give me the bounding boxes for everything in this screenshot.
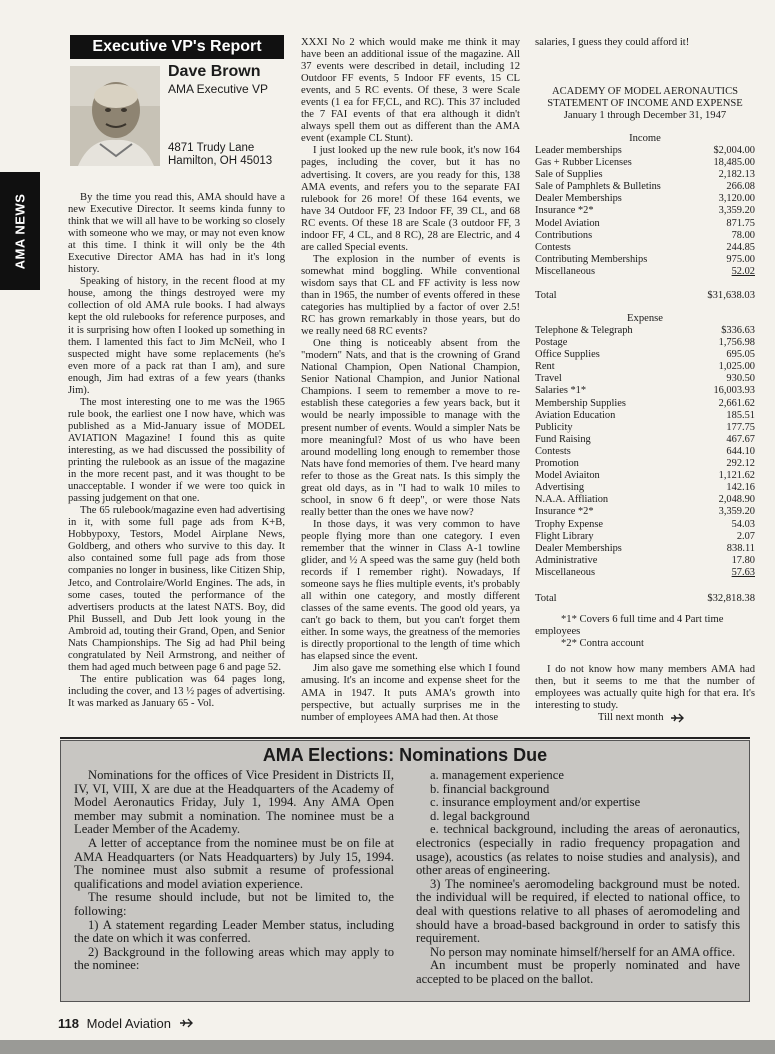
row-label: Model Aviaiton	[535, 470, 600, 482]
paragraph: Jim also gave me something else which I found amusing. It's an income and expense sheet for the AMA in 1947. It puts AMA's growth into perspective, but actually surprises me in the number of employees AMA had then. At those	[301, 663, 520, 723]
expense-row	[535, 349, 755, 361]
income-row	[535, 181, 755, 193]
row-value: 266.08	[726, 181, 755, 193]
row-value: 467.67	[726, 433, 755, 445]
income-row	[535, 242, 755, 254]
paragraph: Nominations for the offices of Vice President in Districts II, IV, VI, VIII, X are due at the Headquarters of the Academy of Model Aeronautics Friday, July 1, 1994. Any AMA Open member may submit a nomination. The nominee must be a Leader Member of the Academy.	[74, 768, 394, 837]
expense-row	[535, 531, 755, 543]
paragraph: Speaking of history, in the recent flood at my house, among the things destroyed were my collection of old AMA rule books. I had always kept the old rulebooks for reference purposes, and it is surprising how often I looked up something in them. I lamented this fact to Jim McNeil, who I suspected might have some replacements (he's even more of a pack rat than I am), and sure enough, Jim had extras of a few years (thanks Jim).	[68, 276, 285, 396]
address-line: 4871 Trudy Lane	[168, 142, 255, 154]
expense-row	[535, 458, 755, 470]
row-label: Rent	[535, 361, 555, 373]
row-label: Administrative	[535, 554, 598, 566]
paragraph: The most interesting one to me was the 1965 rule book, the earliest one I now have, which was published as a Mid-January issue of MODEL AVIATION Magazine! I found this as quite interesting, as we had discussed the possibility of printing the rulebook as an issue of the magazine in the more recent past, and it was thought to be unacceptable. I wonder if we were too quick in passing judgement on that one.	[68, 396, 285, 505]
row-value: 2,048.90	[718, 494, 755, 506]
list-item: d. legal background	[430, 808, 530, 823]
row-value: 185.51	[726, 409, 755, 421]
author-name: Dave Brown	[168, 63, 261, 80]
column-3-closing	[535, 664, 755, 712]
row-value: 871.75	[726, 217, 755, 229]
row-label: Advertising	[535, 482, 585, 494]
row-value: 177.75	[726, 421, 755, 433]
row-label: Publicity	[535, 421, 573, 433]
row-value: 78.00	[731, 229, 755, 241]
income-row	[535, 169, 755, 181]
income-row	[535, 157, 755, 169]
row-value: 2.07	[736, 530, 755, 542]
statement-org: ACADEMY OF MODEL AERONAUTICS	[551, 86, 739, 97]
row-label: Postage	[535, 337, 568, 349]
row-value: $2,004.00	[713, 145, 755, 156]
paragraph: 2) Background in the following areas which may apply to the nominee:	[74, 944, 394, 973]
row-value: 18,485.00	[713, 157, 755, 169]
statement-header	[535, 86, 755, 122]
expense-row	[535, 482, 755, 494]
income-row	[535, 230, 755, 242]
row-value: 17.80	[731, 554, 755, 566]
paragraph: The resume should include, but not be limited to, the following:	[74, 890, 394, 918]
article-column-1	[68, 192, 285, 710]
row-label: Fund Raising	[535, 433, 591, 445]
income-row	[535, 145, 755, 157]
paragraph: One thing is noticeably absent from the "modern" Nats, and that is the crowning of Grand National Champion, Open National Champion, Senior National Champion, and Junior National Champions. I seem to remember a move to re-establish these categories a few years back, but it would be nearly impossible to manage with the present number of events. Would a simpler Nats be more meaningful? Most of us who have been around modelling long enough to remember those Nats have fond memories of them. I've heard many refer to those as the Great nats. Is this simply the great old days, as in "I had to walk 10 miles to school, in snow 6 ft deep", or were those Nats really better than the ones we have now?	[301, 338, 520, 518]
row-label: Contributing Memberships	[535, 253, 648, 265]
row-value: 292.12	[726, 458, 755, 470]
expense-row	[535, 567, 755, 579]
publication-name: Model Aviation	[86, 1016, 171, 1031]
total-label: Total	[535, 290, 557, 301]
income-heading: Income	[629, 133, 661, 144]
row-value: 54.03	[731, 518, 755, 530]
section-tab-label: AMA NEWS	[12, 193, 28, 269]
row-value: $336.63	[721, 325, 755, 336]
expense-row	[535, 555, 755, 567]
row-value: 838.11	[726, 542, 755, 554]
income-row	[535, 205, 755, 217]
expense-row	[535, 325, 755, 337]
income-table	[535, 145, 755, 278]
row-value: 975.00	[726, 253, 755, 265]
row-label: Sale of Supplies	[535, 169, 603, 181]
total-label: Total	[535, 593, 557, 604]
paragraph: A letter of acceptance from the nominee must be on file at AMA Headquarters (or Nats Headquarters) by July 15, 1994. The nominee must also submit a resume of professional qualifications and model aviation experience.	[74, 835, 394, 891]
row-label: Contests	[535, 241, 571, 253]
row-value: 16,003.93	[713, 385, 755, 397]
row-value: 1,025.00	[718, 361, 755, 373]
expense-row	[535, 361, 755, 373]
row-label: Model Aviation	[535, 217, 600, 229]
income-row	[535, 218, 755, 230]
author-portrait-image	[70, 66, 160, 166]
expense-row	[535, 494, 755, 506]
scan-edge	[0, 1040, 775, 1054]
row-label: Contributions	[535, 229, 593, 241]
report-banner	[70, 35, 284, 59]
paragraph: In those days, it was very common to have people flying more than one category. I even remember that the winner in Class A-1 towline glider, and ½ A speed was the same guy (held both records if I remember right). Nowadays, If someone says he flies multiple events, it's probably all within one category, and mostly different classes of the same events. The good old years, ya can't go back to them, but you can't forget them either. In some ways, the greatness of the memories is directly proportional to the length of time which has elapsed since the event.	[301, 518, 520, 663]
expense-row	[535, 506, 755, 518]
section-divider	[60, 737, 750, 739]
report-banner-text: Executive VP's Report	[92, 38, 262, 55]
row-value: 57.63	[731, 566, 755, 578]
row-label: Gas + Rubber Licenses	[535, 157, 632, 169]
continued-line	[598, 712, 684, 723]
expense-row	[535, 543, 755, 555]
footnote: *1* Covers 6 full time and 4 Part time employees	[535, 614, 724, 637]
income-row	[535, 193, 755, 205]
elections-column-1	[74, 769, 394, 973]
paragraph: By the time you read this, AMA should have a new Executive Director. It seems kinda funny to think that we will all have to be working so closely with someone who we may, or may not even know at this time. I think it will only be the 4th Executive Director AMA has had in it's long history.	[68, 192, 285, 276]
expense-heading: Expense	[627, 313, 663, 324]
author-address	[168, 142, 272, 168]
footnote: *2* Contra account	[561, 638, 644, 649]
row-label: Salaries *1*	[535, 385, 587, 397]
row-label: Membership Supplies	[535, 397, 626, 409]
row-value: 52.02	[731, 265, 755, 277]
row-label: Flight Library	[535, 530, 594, 542]
paragraph: 3) The nominee's aeromodeling background must be noted. the individual will be required, if elected to national office, to deal with questions relative to all phases of aeromodeling and should have a broad-based background in order to satisfy this requirement.	[416, 876, 740, 946]
expense-row	[535, 470, 755, 482]
row-label: Miscellaneous	[535, 265, 596, 277]
till-next-text: Till next month	[598, 712, 664, 723]
airplane-icon	[670, 713, 684, 723]
row-label: N.A.A. Affliation	[535, 494, 609, 506]
row-value: 930.50	[726, 373, 755, 385]
expense-row	[535, 519, 755, 531]
income-row	[535, 254, 755, 266]
row-value: 644.10	[726, 445, 755, 457]
paragraph: I do not know how many members AMA had then, but it seems to me that the number of employees was actually quite high for that era. It's interesting to study.	[535, 664, 755, 711]
paragraph: An incumbent must be properly nominated and have accepted to be placed on the ballot.	[416, 958, 740, 986]
income-total-row	[535, 290, 755, 301]
paragraph: The entire publication was 64 pages long, including the cover, and 13 ½ pages of advertising. It was marked as January 65 - Vol.	[68, 673, 285, 709]
elections-title: AMA Elections: Nominations Due	[262, 745, 548, 765]
page-number: 118	[58, 1016, 79, 1031]
paragraph: I just looked up the new rule book, it's now 164 pages, including the cover, but it has no advertising. It covers, are you ready for this, 138 AMA events, and refers you to the separate FAI rulebook for 26 more! Of these 164 events, we have 34 Outdoor FF, 23 Indoor FF, 39 CL, and 68 RC events. Of these 18 are Scale (3 outdoor FF, 3 indoor FF, 4 CL, and 8 RC), 28 are Electric, and 4 are called Special events.	[301, 145, 520, 253]
expense-row	[535, 446, 755, 458]
list-item: b. financial background	[430, 781, 550, 796]
row-value: 244.85	[726, 241, 755, 253]
statement-title: STATEMENT OF INCOME AND EXPENSE	[547, 98, 743, 109]
row-label: Trophy Expense	[535, 518, 604, 530]
income-row	[535, 266, 755, 278]
row-value: 142.16	[726, 482, 755, 494]
paragraph: The explosion in the number of events is somewhat mind boggling. While conventional wisdom says that CL and FF activity is less now than in 1965, the number of events offered in these categories has multiplied by a factor of over 2.5! RC has grown remarkably in those years, but do we really need 68 RC events?	[301, 253, 520, 338]
row-value: 1,121.62	[718, 470, 755, 482]
address-line: Hamilton, OH 45013	[168, 155, 273, 167]
section-tab	[0, 172, 40, 290]
total-value: $32,818.38	[707, 593, 755, 604]
row-value: 1,756.98	[718, 337, 755, 349]
row-label: Dealer Memberships	[535, 193, 622, 205]
row-label: Aviation Education	[535, 409, 616, 421]
statement-period: January 1 through December 31, 1947	[563, 110, 727, 121]
expense-table	[535, 325, 755, 579]
paragraph: No person may nominate himself/herself for an AMA office.	[430, 944, 736, 959]
row-label: Leader memberships	[535, 145, 622, 156]
row-label: Office Supplies	[535, 349, 600, 361]
list-item: c. insurance employment and/or expertise	[430, 795, 641, 810]
page-footer	[58, 1016, 193, 1031]
expense-row	[535, 385, 755, 397]
expense-row	[535, 398, 755, 410]
row-label: Contests	[535, 445, 571, 457]
article-column-2	[301, 37, 520, 724]
airplane-icon	[179, 1018, 193, 1028]
author-photo	[70, 66, 160, 166]
row-value: 3,120.00	[718, 193, 755, 205]
list-item: e. technical background, including the areas of aeronautics, electronics (especially in radio frequency propagation and usage), acoustics (as relates to noise studies and analysis), and other areas of engineering.	[416, 822, 740, 878]
paragraph: 1) A statement regarding Leader Member status, including the date on which it was conferred.	[74, 917, 394, 946]
expense-row	[535, 373, 755, 385]
row-value: 3,359.20	[718, 205, 755, 217]
expense-row	[535, 434, 755, 446]
row-label: Dealer Memberships	[535, 542, 622, 554]
row-label: Telephone & Telegraph	[535, 325, 633, 336]
total-value: $31,638.03	[707, 290, 755, 301]
row-label: Insurance *2*	[535, 205, 594, 217]
row-value: 2,182.13	[718, 169, 755, 181]
elections-column-2	[416, 769, 740, 987]
expense-total-row	[535, 593, 755, 604]
expense-row	[535, 410, 755, 422]
row-label: Sale of Pamphlets & Bulletins	[535, 181, 661, 193]
author-title: AMA Executive VP	[168, 82, 269, 96]
row-label: Travel	[535, 373, 562, 385]
expense-row	[535, 422, 755, 434]
paragraph: XXXI No 2 which would make me think it may have been an additional issue of the magazine. All 37 events were described in detail, including 12 Outdoor FF events, 5 Indoor FF events, 15 CL events, and 5 RC events. Of these, 3 were Scale events (1 ea for FF,CL, and RC). This 37 included the 7 FAI events of that era although it didn't always spell them out as different than the AMA event (example CL Stunt).	[301, 37, 520, 145]
row-label: Miscellaneous	[535, 566, 596, 578]
row-value: 695.05	[726, 349, 755, 361]
row-value: 3,359.20	[718, 506, 755, 518]
expense-row	[535, 337, 755, 349]
row-value: 2,661.62	[718, 397, 755, 409]
list-item: a. management experience	[430, 768, 564, 782]
row-label: Insurance *2*	[535, 506, 594, 518]
column-3-lead: salaries, I guess they could afford it!	[535, 37, 690, 48]
row-label: Promotion	[535, 458, 579, 470]
paragraph: The 65 rulebook/magazine even had advertising in it, with some full page ads from K+B, Hobbypoxy, Testors, Model Airplane News, Goldberg, and others who survive to this day. It also contained some full page ads from those companies no longer in business, like Citizen Ship, Jetco, and Controlaire/World Engines. The ads, in some cases, touted the performance of the advertisers products at the latest NATS. Boy, did Phil Bussell, and Dub Jett look young in the Ambroid ad, touting their Grand, Open, and Senior Nats Championships. The Sig ad had Phil being congratulated by Neil Armstrong, and neither of them had aged much between page 6 and page 52.	[68, 505, 285, 673]
statement-notes	[535, 614, 755, 650]
